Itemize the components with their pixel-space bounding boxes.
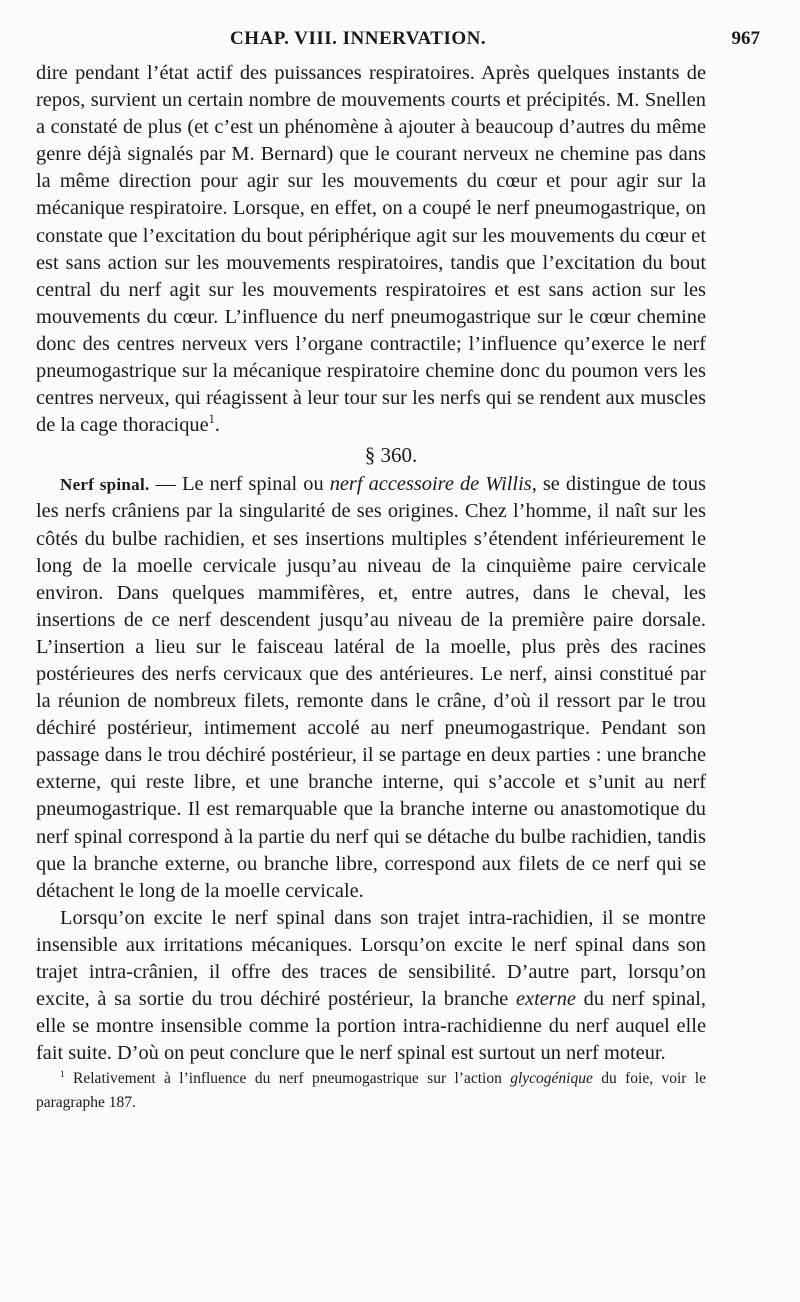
footnote-text: Relativement à l’influence du nerf pneumogastrique sur l’action bbox=[64, 1070, 511, 1088]
footnote-marker: 1 bbox=[60, 1070, 65, 1081]
footnote bbox=[36, 1067, 706, 1115]
paragraph-excitation bbox=[36, 905, 706, 1068]
paragraph-text: , se distingue de tous les nerfs crâniens par la singularité de ses origines. Chez l’homme, il naît sur les côtés du bulbe rachidien, et ses insertions multiples s’étendent inférieurement le long de la moelle cervicale jusqu’au niveau de la cinquième paire cervicale environ. Dans quelques mammifères, et, entre autres, dans le cheval, les insertions de ce nerf descendent jusqu’au niveau de la première paire dorsale. L’insertion a lieu sur le faisceau latéral de la moelle, plus près des racines postérieures des nerfs cervicaux que des antérieures. Le nerf, ainsi constitué par la réunion de nombreux filets, remonte dans le crâne, d’où il ressort par le trou déchiré postérieur, intimement accolé au nerf pneumogastrique. Pendant son passage dans le trou déchiré postérieur, il se partage en deux parties : une branche externe, qui reste libre, et une branche interne, qui s’accole et s’unit au nerf pneumogastrique. Il est remarquable que la branche interne ou anastomotique du nerf spinal correspond à la partie du nerf qui se détache du bulbe rachidien, tandis que la branche externe, ou branche libre, correspond aux filets de ce nerf qui se détachent le long de la moelle cervicale. bbox=[36, 473, 706, 902]
running-head: CHAP. VIII. INNERVATION. bbox=[230, 28, 487, 49]
paragraph-end-punctuation: . bbox=[214, 414, 220, 437]
italic-term: externe bbox=[515, 988, 576, 1011]
italic-term: glycogénique bbox=[510, 1070, 593, 1088]
footnote-reference: 1 bbox=[208, 412, 215, 427]
paragraph-text: Lorsqu’on excite le nerf spinal dans son trajet intra-rachidien, il se montre insensible aux irritations mécaniques. Lorsqu’on excite le nerf spinal dans son trajet intra-crânien, il offre des traces de sensibilité. D’autre part, lorsqu’on excite, à sa sortie du trou déchiré postérieur, la branche bbox=[36, 906, 706, 1011]
paragraph-text: — Le nerf spinal ou bbox=[149, 473, 330, 496]
paragraph-text: du nerf spinal, elle se montre insensible comme la portion intra-rachidienne du nerf auquel elle fait suite. D’où on peut conclure que le nerf spinal est surtout un nerf moteur. bbox=[36, 988, 706, 1065]
italic-term: nerf accessoire de Willis bbox=[329, 473, 532, 496]
paragraph-text: dire pendant l’état actif des puissances respiratoires. Après quelques instants de repos, survient un certain nombre de mouvements courts et précipités. M. Snellen a constaté de plus (et c’est un phénomène à ajouter à beaucoup d’autres du même genre déjà signalés par M. Bernard) que le courant nerveux ne chemine pas dans la même direction pour agir sur les mouvements du cœur et pour agir sur la mécanique respiratoire. Lorsque, en effet, on a coupé le nerf pneumogastrique, on constate que l’excitation du bout périphérique agit sur les mouvements du cœur et est sans action sur les mouvements respiratoires, tandis que l’excitation du bout central du nerf agit sur les mouvements respiratoires et est sans action sur les mouvements du cœur. L’influence du nerf pneumogastrique sur le cœur chemine donc des centres nerveux vers l’organe contractile; l’influence qu’exerce le nerf pneumogastrique sur la mécanique respiratoire chemine donc du poumon vers les centres nerveux, qui réagissent à leur tour sur les nerfs qui se rendent aux muscles de la cage thoracique bbox=[36, 62, 706, 437]
page-number: 967 bbox=[731, 28, 760, 49]
paragraph-lead-term: Nerf spinal. bbox=[60, 475, 150, 495]
page-body bbox=[36, 60, 706, 1115]
footnote-text: du foie, voir le paragraphe 187. bbox=[36, 1070, 706, 1112]
section-heading: § 360. bbox=[364, 443, 418, 468]
page-header bbox=[38, 28, 760, 56]
paragraph-respiration bbox=[36, 60, 706, 439]
paragraph-nerf-spinal bbox=[36, 471, 706, 905]
